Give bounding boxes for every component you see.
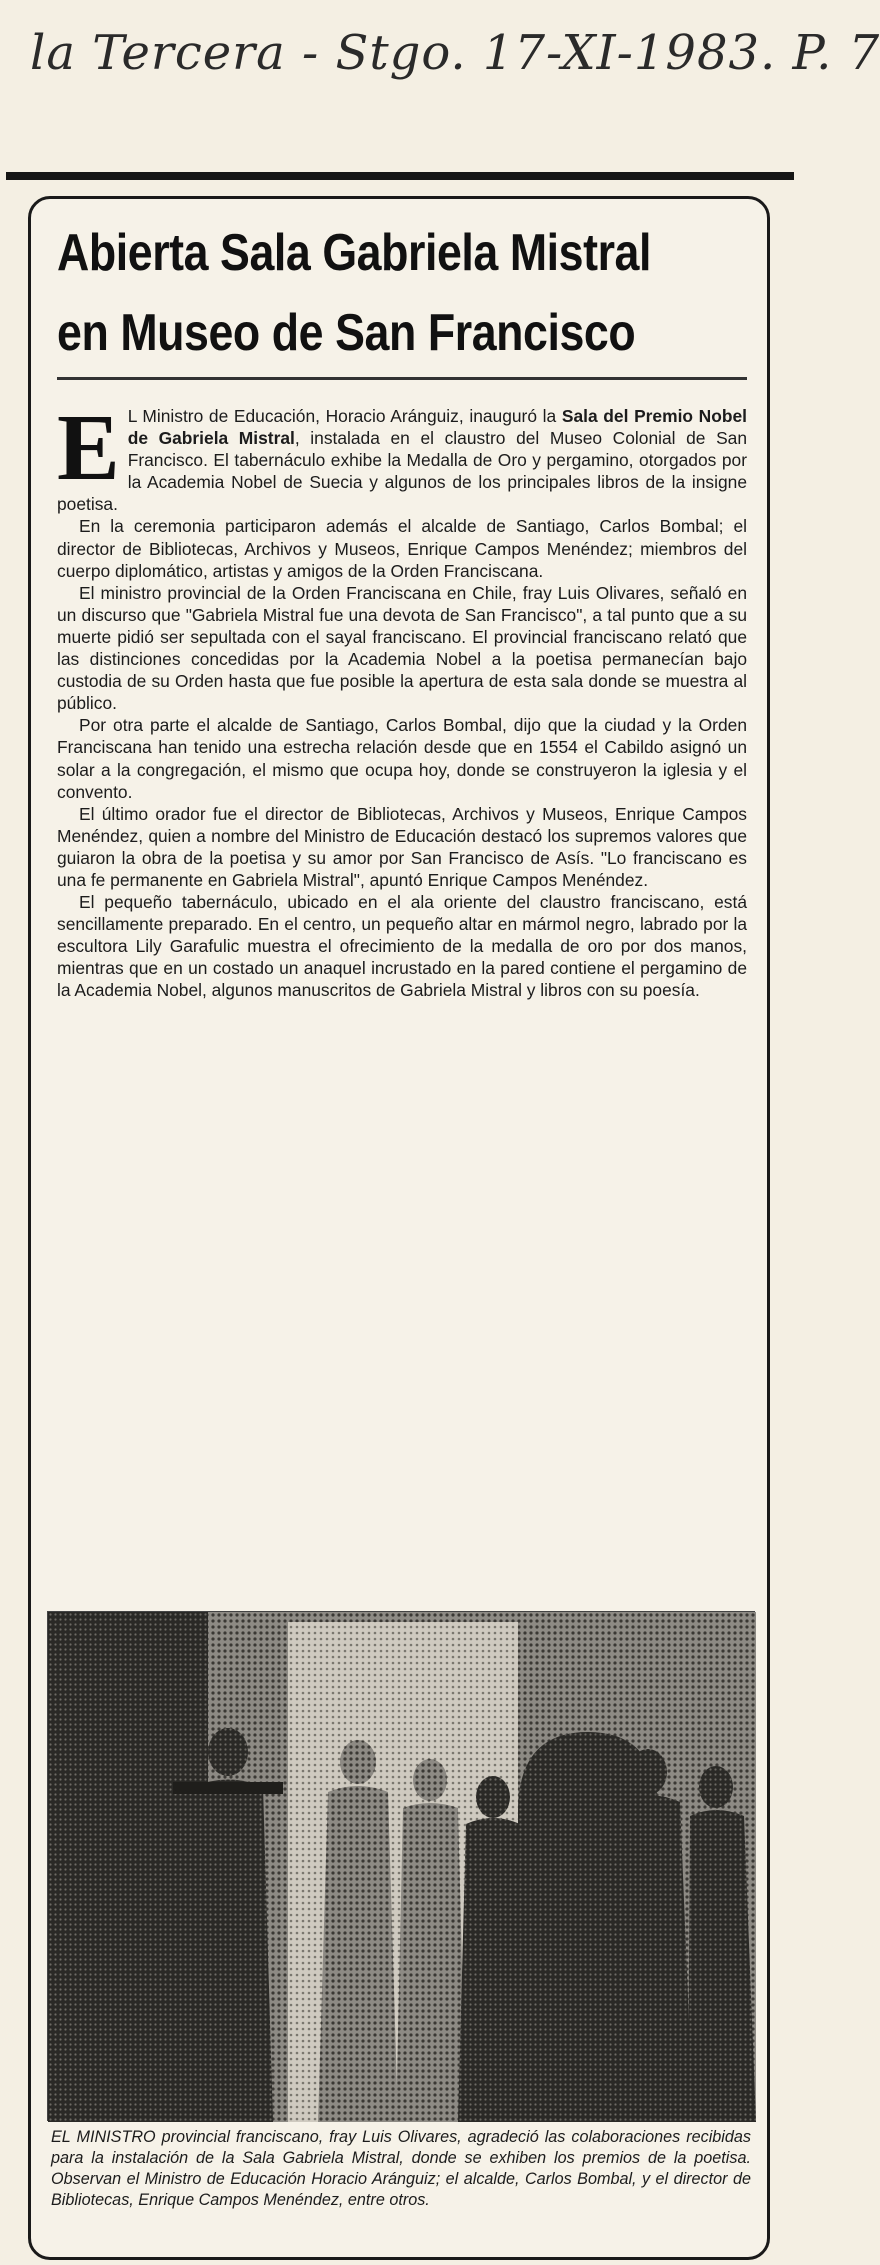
headline-line-1: Abierta Sala Gabriela Mistral [57, 224, 651, 282]
paragraph-3: El ministro provincial de la Orden Franciscana en Chile, fray Luis Olivares, señaló en un discurso que "Gabriela Mistral fue una devota de San Francisco", a tal punto que a su muerte pidió ser sepultada con el sayal franciscano. El provincial franciscano relató que las distinciones concedidas por la Academia Nobel a la poetisa permanecían bajo custodia de su Orden hasta que fue posible la apertura de esta sala donde se muestra al público. [57, 582, 747, 714]
paragraph-4: Por otra parte el alcalde de Santiago, Carlos Bombal, dijo que la ciudad y la Orden Franciscana han tenido una estrecha relación desde que en 1554 el Cabildo asignó un solar a la congregación, el mismo que ocupa hoy, donde se construyeron la iglesia y el convento. [57, 715, 747, 802]
paragraph-1-start: L Ministro de Educación, Horacio Aránguiz, inauguró la [127, 406, 562, 426]
drop-cap: E [57, 396, 120, 500]
photo-caption: EL MINISTRO provincial franciscano, fray Luis Olivares, agradeció las colaboraciones recibidas para la instalación de la Sala Gabriela Mistral, donde se exhiben los premios de la poetisa. Observan el Ministro de Educación Horacio Aránguiz; el alcalde, Carlos Bombal, y el director de Bibliotecas, Enrique Campos Menéndez, entre otros. [51, 2128, 751, 2209]
newspaper-clipping [28, 196, 770, 2260]
headline [57, 213, 745, 373]
paragraph-1-end: , instalada en el claustro del Museo Colonial de San Francisco. El tabernáculo exhibe la Medalla de Oro y pergamino, otorgados por la Academia Nobel de Suecia y algunos de los principales libros de la insigne poetisa. [57, 428, 748, 515]
photo-illustration [48, 1612, 756, 2122]
top-rule [6, 172, 794, 180]
news-photo [47, 1611, 755, 2121]
paragraph-1 [57, 396, 748, 515]
article-body [57, 396, 748, 1002]
paragraph-6: El pequeño tabernáculo, ubicado en el ala oriente del claustro franciscano, está sencillamente preparado. En el centro, un pequeño altar en mármol negro, labrado por la escultora Lily Garafulic muestra el ofrecimiento de la medalla de oro por dos manos, mientras que en un costado un anaquel incrustado en la pared contiene el pergamino de la Academia Nobel, algunos manuscritos de Gabriela Mistral y libros con su poesía. [57, 892, 747, 1001]
paragraph-2: En la ceremonia participaron además el alcalde de Santiago, Carlos Bombal; el director de Bibliotecas, Archivos y Museos, Enrique Campos Menéndez; miembros del cuerpo diplomático, artistas y amigos de la Orden Franciscana. [57, 516, 747, 581]
headline-line-2: en Museo de San Francisco [57, 304, 636, 362]
paragraph-5: El último orador fue el director de Bibliotecas, Archivos y Museos, Enrique Campos Menéndez, quien a nombre del Ministro de Educación destacó los supremos valores que guiaron la obra de la poetisa y su amor por San Francisco de Asís. "Lo franciscano es una fe permanente en Gabriela Mistral", apuntó Enrique Campos Menéndez. [57, 803, 747, 890]
headline-rule [57, 377, 747, 380]
paragraph-1-bold: Sala del Premio Nobel de Gabriela Mistral [127, 406, 747, 449]
handwritten-source-note: la Tercera - Stgo. 17-XI-1983. P. 7 [30, 25, 880, 81]
